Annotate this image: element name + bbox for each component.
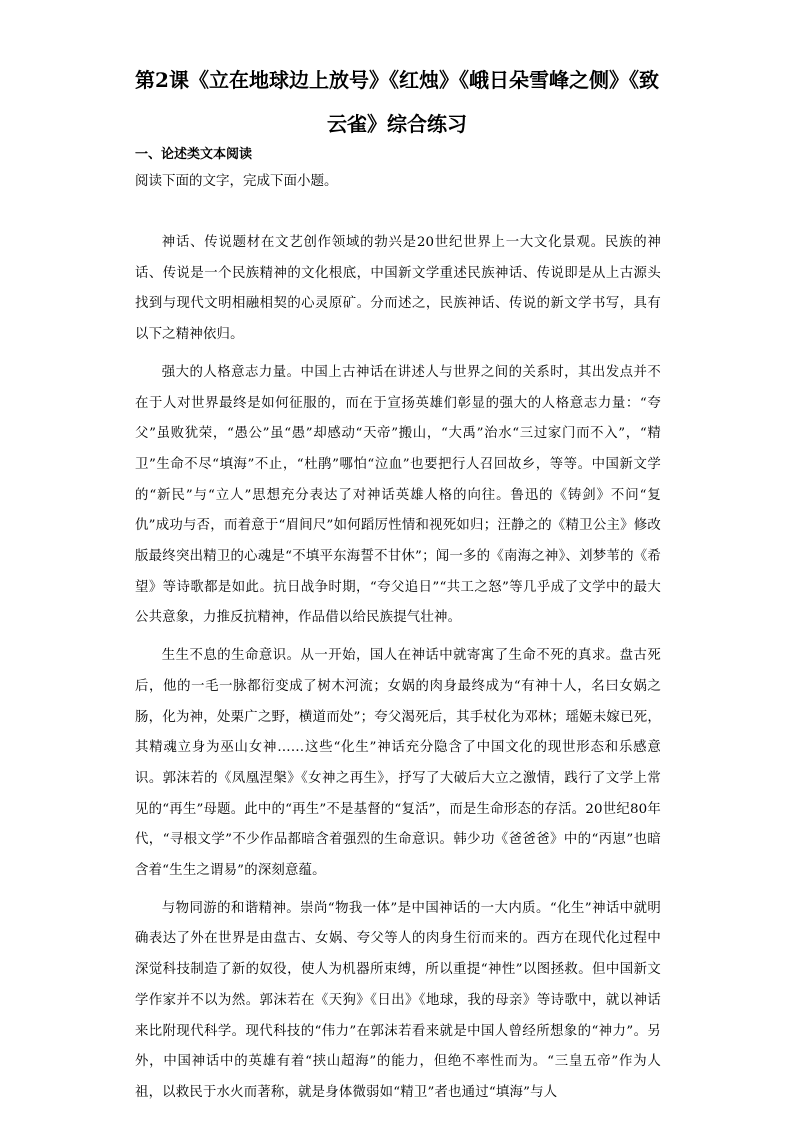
document-title-line-2: 云雀》综合练习 (327, 112, 467, 136)
article-paragraph-1: 神话、传说题材在文艺创作领域的勃兴是20世纪世界上一大文化景观。民族的神话、传说是一个民族精神的文化根底，中国新文学重述民族神话、传说即是从上古源头找到与现代文明相融相契的心灵原矿。分而述之，民族神话、传说的新文学书写，具有以下之精神依归。 (135, 235, 661, 343)
section-heading: 一、论述类文本阅读 (135, 147, 253, 162)
article-paragraph-2: 强大的人格意志力量。中国上古神话在讲述人与世界之间的关系时，其出发点并不在于人对世界最终是如何征服的，而在于宣扬英雄们彰显的强大的人格意志力量：“夸父”虽败犹荣，“愚公”虽“愚”却感动“天帝”搬山，“大禹”治水“三过家门而不入”，“精卫”生命不尽“填海”不止，“杜鹃”哪怕“泣血”也要把行人召回故乡，等等。中国新文学的“新民”与“立人”思想充分表达了对神话英雄人格的向往。鲁迅的《铸剑》不问“复仇”成功与否，而着意于“眉间尺”如何蹈厉性情和视死如归；汪静之的《精卫公主》修改版最终突出精卫的心魂是“不填平东海誓不甘休”；闻一多的《南海之神》、刘梦苇的《希望》等诗歌都是如此。抗日战争时期，“夸父追日”“共工之怒”等几乎成了文学中的最大公共意象，力推反抗精神，作品借以给民族提气壮神。 (135, 364, 661, 626)
document-title-line-1: 第2课《立在地球边上放号》《红烛》《峨日朵雪峰之侧》《致 (135, 68, 659, 92)
reading-instruction: 阅读下面的文字，完成下面小题。 (135, 173, 338, 189)
article-paragraph-4: 与物同游的和谐精神。崇尚“物我一体”是中国神话的一大内质。“化生”神话中就明确表达了外在世界是由盘古、女娲、夸父等人的肉身生衍而来的。西方在现代化过程中深觉科技制造了新的奴役，使人为机器所束缚，所以重提“神性”以图拯救。但中国新文学作家并不以为然。郭沫若在《天狗》《日出》《地球，我的母亲》等诗歌中，就以神话来比附现代科学。现代科技的“伟力”在郭沫若看来就是中国人曾经所想象的“神力”。另外，中国神话中的英雄有着“挟山超海”的能力，但绝不率性而为。“三皇五帝”作为人祖，以救民于水火而著称，就是身体微弱如“精卫”者也通过“填海”与人 (135, 900, 661, 1100)
article-body (135, 228, 661, 1116)
article-paragraph-3: 生生不息的生命意识。从一开始，国人在神话中就寄寓了生命不死的真求。盘古死后，他的一毛一脉都衍变成了树木河流；女娲的肉身最终成为“有神十人，名曰女娲之肠，化为神，处栗广之野，横道而处”；夸父渴死后，其手杖化为邓林；瑶姬未嫁已死，其精魂立身为巫山女神……这些“化生”神话充分隐含了中国文化的现世形态和乐感意识。郭沫若的《凤凰涅槃》《女神之再生》，抒写了大破后大立之激情，践行了文学上常见的“再生”母题。此中的“再生”不是基督的“复活”，而是生命形态的存活。20世纪80年代，“寻根文学”不少作品都暗含着强烈的生命意识。韩少功《爸爸爸》中的“丙崽”也暗含着“生生之谓易”的深刻意蕴。 (135, 648, 661, 879)
